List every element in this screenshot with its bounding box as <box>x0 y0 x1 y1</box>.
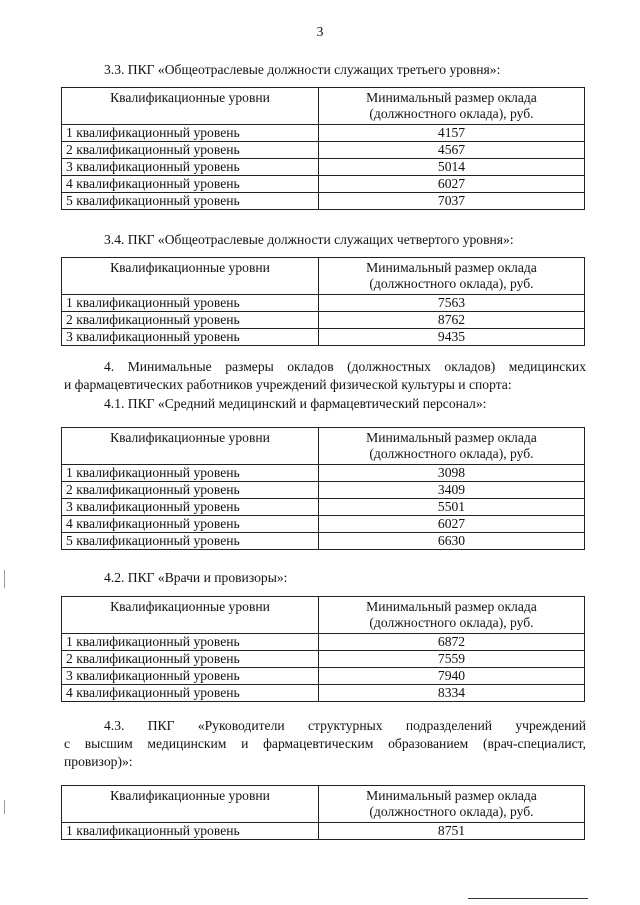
amount-cell: 3098 <box>319 465 585 482</box>
heading-4-3-line-2: с высшим медицинским и фармацевтическим образованием (врач-специалист, <box>64 736 586 751</box>
salary-table-4-3 <box>61 785 585 840</box>
amount-cell: 4157 <box>319 125 585 142</box>
table-row <box>62 465 585 482</box>
table-row <box>62 499 585 516</box>
amount-cell: 3409 <box>319 482 585 499</box>
amount-cell: 7563 <box>319 295 585 312</box>
section-heading-4-1: 4.1. ПКГ «Средний медицинский и фармацевтический персонал»: <box>104 396 487 411</box>
levels-column-header: Квалификационные уровни <box>62 786 319 823</box>
salary-header-line2: (должностного оклада), руб. <box>369 615 534 630</box>
table-row <box>62 651 585 668</box>
table-row <box>62 193 585 210</box>
level-cell: 4 квалификационный уровень <box>62 685 319 702</box>
amount-cell: 4567 <box>319 142 585 159</box>
amount-cell: 8751 <box>319 823 585 840</box>
intro-line-2: и фармацевтических работников учреждений физической культуры и спорта: <box>64 377 512 392</box>
table-row <box>62 482 585 499</box>
levels-column-header: Квалификационные уровни <box>62 88 319 125</box>
heading-4-3-line-1: 4.3. ПКГ «Руководители структурных подразделений учреждений <box>104 718 586 733</box>
amount-cell: 7940 <box>319 668 585 685</box>
salary-header-line1: Минимальный размер оклада <box>366 90 537 105</box>
table-header-row <box>62 88 585 125</box>
table-row <box>62 516 585 533</box>
salary-column-header <box>319 258 585 295</box>
levels-column-header: Квалификационные уровни <box>62 428 319 465</box>
level-cell: 3 квалификационный уровень <box>62 329 319 346</box>
salary-column-header <box>319 786 585 823</box>
level-cell: 1 квалификационный уровень <box>62 634 319 651</box>
amount-cell: 7559 <box>319 651 585 668</box>
amount-cell: 5501 <box>319 499 585 516</box>
table-row <box>62 142 585 159</box>
table-row <box>62 634 585 651</box>
salary-table-4-2 <box>61 596 585 702</box>
salary-header-line1: Минимальный размер оклада <box>366 599 537 614</box>
section-heading-4-2: 4.2. ПКГ «Врачи и провизоры»: <box>104 570 288 585</box>
salary-header-line1: Минимальный размер оклада <box>366 260 537 275</box>
level-cell: 3 квалификационный уровень <box>62 159 319 176</box>
level-cell: 2 квалификационный уровень <box>62 482 319 499</box>
level-cell: 2 квалификационный уровень <box>62 312 319 329</box>
level-cell: 1 квалификационный уровень <box>62 295 319 312</box>
amount-cell: 6872 <box>319 634 585 651</box>
intro-line-1: 4. Минимальные размеры окладов (должностных окладов) медицинских <box>104 359 586 374</box>
table-row <box>62 823 585 840</box>
salary-header-line2: (должностного оклада), руб. <box>369 446 534 461</box>
table-row <box>62 295 585 312</box>
amount-cell: 8762 <box>319 312 585 329</box>
table-row <box>62 125 585 142</box>
page-number: 3 <box>316 24 324 39</box>
amount-cell: 5014 <box>319 159 585 176</box>
salary-column-header <box>319 428 585 465</box>
section-4-intro <box>64 358 586 394</box>
amount-cell: 8334 <box>319 685 585 702</box>
table-row <box>62 533 585 550</box>
salary-column-header <box>319 88 585 125</box>
salary-header-line2: (должностного оклада), руб. <box>369 804 534 819</box>
level-cell: 3 квалификационный уровень <box>62 499 319 516</box>
level-cell: 5 квалификационный уровень <box>62 533 319 550</box>
table-row <box>62 329 585 346</box>
amount-cell: 9435 <box>319 329 585 346</box>
level-cell: 2 квалификационный уровень <box>62 651 319 668</box>
amount-cell: 7037 <box>319 193 585 210</box>
table-header-row <box>62 258 585 295</box>
section-heading-3-4: 3.4. ПКГ «Общеотраслевые должности служащих четвертого уровня»: <box>104 232 514 247</box>
margin-speck <box>4 570 5 588</box>
salary-table-3-4 <box>61 257 585 346</box>
level-cell: 5 квалификационный уровень <box>62 193 319 210</box>
level-cell: 3 квалификационный уровень <box>62 668 319 685</box>
margin-speck <box>4 800 5 814</box>
level-cell: 1 квалификационный уровень <box>62 823 319 840</box>
levels-column-header: Квалификационные уровни <box>62 258 319 295</box>
table-row <box>62 668 585 685</box>
amount-cell: 6630 <box>319 533 585 550</box>
table-row <box>62 176 585 193</box>
salary-header-line1: Минимальный размер оклада <box>366 788 537 803</box>
table-header-row <box>62 428 585 465</box>
bottom-rule <box>468 898 588 899</box>
level-cell: 4 квалификационный уровень <box>62 516 319 533</box>
table-row <box>62 159 585 176</box>
level-cell: 1 квалификационный уровень <box>62 125 319 142</box>
amount-cell: 6027 <box>319 176 585 193</box>
level-cell: 2 квалификационный уровень <box>62 142 319 159</box>
level-cell: 1 квалификационный уровень <box>62 465 319 482</box>
heading-4-3-line-3: провизор)»: <box>64 754 133 769</box>
salary-header-line2: (должностного оклада), руб. <box>369 106 534 121</box>
section-heading-3-3: 3.3. ПКГ «Общеотраслевые должности служащих третьего уровня»: <box>104 62 501 77</box>
salary-table-4-1 <box>61 427 585 550</box>
level-cell: 4 квалификационный уровень <box>62 176 319 193</box>
table-row <box>62 685 585 702</box>
table-header-row <box>62 786 585 823</box>
section-heading-4-3 <box>64 717 586 771</box>
salary-column-header <box>319 597 585 634</box>
salary-table-3-3 <box>61 87 585 210</box>
salary-header-line1: Минимальный размер оклада <box>366 430 537 445</box>
amount-cell: 6027 <box>319 516 585 533</box>
table-row <box>62 312 585 329</box>
salary-header-line2: (должностного оклада), руб. <box>369 276 534 291</box>
levels-column-header: Квалификационные уровни <box>62 597 319 634</box>
table-header-row <box>62 597 585 634</box>
